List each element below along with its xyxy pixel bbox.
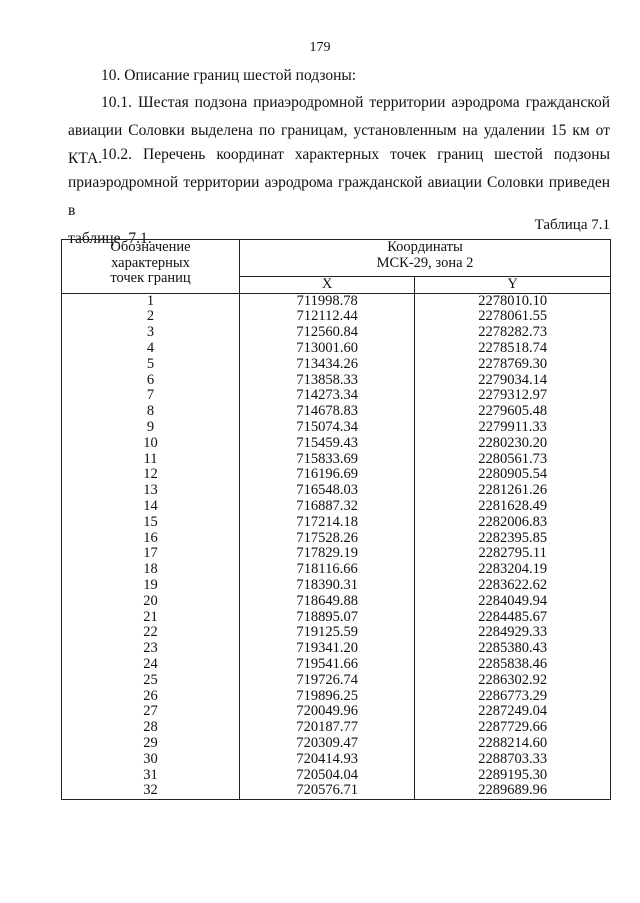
x-coordinate-cell: 719541.66 (240, 657, 415, 673)
x-coordinate-cell: 716548.03 (240, 483, 415, 499)
table-row (62, 657, 611, 673)
table-row (62, 404, 611, 420)
table-row (62, 420, 611, 436)
y-coordinate-cell: 2282395.85 (415, 531, 611, 547)
y-coordinate-cell: 2280905.54 (415, 467, 611, 483)
paragraph-10-2-line3: таблице 7.1. (68, 230, 152, 247)
point-number-cell: 18 (62, 562, 240, 578)
x-coordinate-cell: 718116.66 (240, 562, 415, 578)
table-row (62, 720, 611, 736)
y-coordinate-cell: 2279911.33 (415, 420, 611, 436)
point-number-cell: 1 (62, 293, 240, 309)
table-row (62, 736, 611, 752)
point-number-cell: 5 (62, 357, 240, 373)
coordinates-table (61, 239, 611, 800)
point-number-cell: 17 (62, 546, 240, 562)
y-coordinate-cell: 2278061.55 (415, 309, 611, 325)
table-row (62, 467, 611, 483)
x-coordinate-cell: 719341.20 (240, 641, 415, 657)
y-coordinate-cell: 2279312.97 (415, 388, 611, 404)
x-coordinate-cell: 712112.44 (240, 309, 415, 325)
header-coordinates (240, 240, 611, 277)
header-x: X (240, 277, 415, 294)
point-number-cell: 10 (62, 436, 240, 452)
point-number-cell: 2 (62, 309, 240, 325)
y-coordinate-cell: 2278769.30 (415, 357, 611, 373)
header-y: Y (415, 277, 611, 294)
table-row (62, 578, 611, 594)
table-row (62, 768, 611, 784)
x-coordinate-cell: 712560.84 (240, 325, 415, 341)
point-number-cell: 32 (62, 783, 240, 799)
table-row (62, 673, 611, 689)
table-row (62, 625, 611, 641)
point-number-cell: 14 (62, 499, 240, 515)
x-coordinate-cell: 719726.74 (240, 673, 415, 689)
table-row (62, 483, 611, 499)
point-number-cell: 4 (62, 341, 240, 357)
x-coordinate-cell: 716887.32 (240, 499, 415, 515)
y-coordinate-cell: 2287249.04 (415, 704, 611, 720)
table-row (62, 546, 611, 562)
table-row (62, 357, 611, 373)
header-point-line: точек границ (110, 270, 191, 287)
point-number-cell: 29 (62, 736, 240, 752)
y-coordinate-cell: 2287729.66 (415, 720, 611, 736)
header-coords-line: МСК-29, зона 2 (376, 254, 474, 271)
y-coordinate-cell: 2281628.49 (415, 499, 611, 515)
y-coordinate-cell: 2286302.92 (415, 673, 611, 689)
y-coordinate-cell: 2288703.33 (415, 752, 611, 768)
point-number-cell: 20 (62, 594, 240, 610)
point-number-cell: 27 (62, 704, 240, 720)
y-coordinate-cell: 2282795.11 (415, 546, 611, 562)
x-coordinate-cell: 718895.07 (240, 610, 415, 626)
y-coordinate-cell: 2284049.94 (415, 594, 611, 610)
point-number-cell: 24 (62, 657, 240, 673)
table-row (62, 783, 611, 799)
x-coordinate-cell: 720576.71 (240, 783, 415, 799)
point-number-cell: 7 (62, 388, 240, 404)
point-number-cell: 30 (62, 752, 240, 768)
point-number-cell: 8 (62, 404, 240, 420)
y-coordinate-cell: 2282006.83 (415, 515, 611, 531)
point-number-cell: 31 (62, 768, 240, 784)
section-heading: 10. Описание границ шестой подзоны: (101, 67, 357, 84)
table-row (62, 293, 611, 309)
y-coordinate-cell: 2280561.73 (415, 452, 611, 468)
x-coordinate-cell: 713858.33 (240, 373, 415, 389)
y-coordinate-cell: 2289689.96 (415, 783, 611, 799)
point-number-cell: 12 (62, 467, 240, 483)
y-coordinate-cell: 2279605.48 (415, 404, 611, 420)
point-number-cell: 22 (62, 625, 240, 641)
x-coordinate-cell: 715074.34 (240, 420, 415, 436)
y-coordinate-cell: 2286773.29 (415, 689, 611, 705)
point-number-cell: 19 (62, 578, 240, 594)
x-coordinate-cell: 719896.25 (240, 689, 415, 705)
paragraph-10-2-line1: 10.2. Перечень координат характерных точек границ шестой подзоны (101, 146, 610, 163)
point-number-cell: 15 (62, 515, 240, 531)
header-point-line: характерных (111, 254, 190, 271)
x-coordinate-cell: 718390.31 (240, 578, 415, 594)
x-coordinate-cell: 714678.83 (240, 404, 415, 420)
table-row (62, 515, 611, 531)
table-row (62, 704, 611, 720)
table-row (62, 325, 611, 341)
point-number-cell: 9 (62, 420, 240, 436)
x-coordinate-cell: 716196.69 (240, 467, 415, 483)
table-body (62, 293, 611, 800)
table-row (62, 436, 611, 452)
point-number-cell: 3 (62, 325, 240, 341)
paragraph-10-2 (68, 141, 610, 253)
x-coordinate-cell: 714273.34 (240, 388, 415, 404)
table-row (62, 594, 611, 610)
x-coordinate-cell: 720049.96 (240, 704, 415, 720)
y-coordinate-cell: 2284929.33 (415, 625, 611, 641)
table-row (62, 388, 611, 404)
point-number-cell: 23 (62, 641, 240, 657)
table-row (62, 531, 611, 547)
x-coordinate-cell: 719125.59 (240, 625, 415, 641)
y-coordinate-cell: 2284485.67 (415, 610, 611, 626)
x-coordinate-cell: 713001.60 (240, 341, 415, 357)
page-number: 179 (309, 40, 331, 55)
x-coordinate-cell: 715459.43 (240, 436, 415, 452)
table-row (62, 309, 611, 325)
y-coordinate-cell: 2278518.74 (415, 341, 611, 357)
point-number-cell: 13 (62, 483, 240, 499)
table-row (62, 373, 611, 389)
paragraph-10-2-line2: приаэродромной территории аэродрома гражданской авиации Соловки приведен в (68, 174, 610, 219)
point-number-cell: 6 (62, 373, 240, 389)
table-row (62, 689, 611, 705)
y-coordinate-cell: 2281261.26 (415, 483, 611, 499)
point-number-cell: 11 (62, 452, 240, 468)
table-row (62, 752, 611, 768)
table-row (62, 341, 611, 357)
table-row (62, 452, 611, 468)
x-coordinate-cell: 718649.88 (240, 594, 415, 610)
point-number-cell: 21 (62, 610, 240, 626)
x-coordinate-cell: 720504.04 (240, 768, 415, 784)
x-coordinate-cell: 715833.69 (240, 452, 415, 468)
table-row (62, 562, 611, 578)
x-coordinate-cell: 717829.19 (240, 546, 415, 562)
header-point-line: Обозначение (110, 239, 191, 255)
table-row (62, 610, 611, 626)
y-coordinate-cell: 2285838.46 (415, 657, 611, 673)
header-point-designation (62, 240, 240, 294)
x-coordinate-cell: 711998.78 (240, 293, 415, 309)
point-number-cell: 28 (62, 720, 240, 736)
paragraph-10-1: 10.1. Шестая подзона приаэродромной территории аэродрома гражданской авиации Соловки выделена по границам, установленным на удалении 15 км от КТА. (68, 94, 610, 167)
y-coordinate-cell: 2283204.19 (415, 562, 611, 578)
x-coordinate-cell: 720309.47 (240, 736, 415, 752)
header-coords-line: Координаты (387, 239, 463, 255)
y-coordinate-cell: 2289195.30 (415, 768, 611, 784)
y-coordinate-cell: 2283622.62 (415, 578, 611, 594)
table-caption: Таблица 7.1 (534, 217, 610, 233)
x-coordinate-cell: 720187.77 (240, 720, 415, 736)
y-coordinate-cell: 2288214.60 (415, 736, 611, 752)
table-row (62, 499, 611, 515)
x-coordinate-cell: 717214.18 (240, 515, 415, 531)
x-coordinate-cell: 717528.26 (240, 531, 415, 547)
x-coordinate-cell: 720414.93 (240, 752, 415, 768)
table-row (62, 641, 611, 657)
y-coordinate-cell: 2279034.14 (415, 373, 611, 389)
y-coordinate-cell: 2280230.20 (415, 436, 611, 452)
point-number-cell: 26 (62, 689, 240, 705)
x-coordinate-cell: 713434.26 (240, 357, 415, 373)
point-number-cell: 25 (62, 673, 240, 689)
y-coordinate-cell: 2278282.73 (415, 325, 611, 341)
y-coordinate-cell: 2278010.10 (415, 293, 611, 309)
y-coordinate-cell: 2285380.43 (415, 641, 611, 657)
point-number-cell: 16 (62, 531, 240, 547)
